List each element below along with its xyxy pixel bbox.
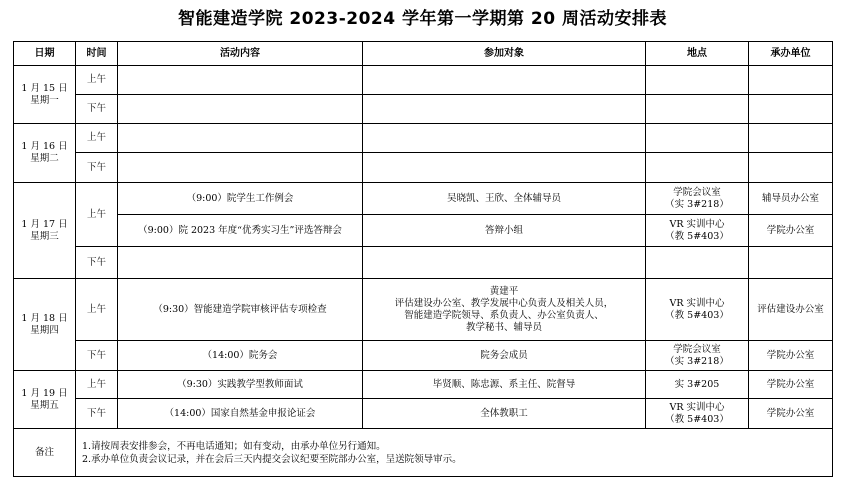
date-cell (14, 371, 76, 429)
time-cell: 下午 (76, 153, 118, 183)
date-text: 1 月 16 日 (21, 141, 68, 152)
time-cell: 上午 (76, 66, 118, 95)
participants-cell: 吴晓凯、王欣、全体辅导员 (363, 183, 646, 215)
participants-cell (363, 66, 646, 95)
notes-line: 2.承办单位负责会议记录，并在会后三天内提交会议纪要至院部办公室，呈送院领导审示。 (82, 453, 462, 465)
date-cell (14, 183, 76, 279)
time-cell: 下午 (76, 341, 118, 371)
table-row (14, 66, 833, 95)
content-cell (118, 153, 363, 183)
participants-cell (363, 279, 646, 341)
page-title: 智能建造学院 2023-2024 学年第一学期第 20 周活动安排表 (177, 9, 667, 29)
notes-label: 备注 (14, 429, 76, 477)
table-row (14, 183, 833, 215)
organizer-cell (749, 66, 833, 95)
participants-cell (363, 153, 646, 183)
location-line: 学院会议室 (673, 186, 721, 198)
content-cell: （9:30）实践教学型教师面试 (118, 371, 363, 399)
table-row (14, 247, 833, 279)
table-row (14, 124, 833, 153)
location-line: （实 3#218） (665, 355, 729, 367)
content-cell (118, 95, 363, 124)
participants-cell: 全体教职工 (363, 399, 646, 429)
time-cell: 下午 (76, 247, 118, 279)
weekday-text: 星期二 (30, 153, 59, 164)
header-content: 活动内容 (118, 42, 363, 66)
location-cell: 实 3#205 (646, 371, 749, 399)
location-cell (646, 341, 749, 371)
time-cell: 上午 (76, 371, 118, 399)
table-row (14, 95, 833, 124)
content-cell: （9:00）院学生工作例会 (118, 183, 363, 215)
content-cell: （14:00）国家自然基金申报论证会 (118, 399, 363, 429)
participants-cell: 毕贤顺、陈忠源、系主任、院督导 (363, 371, 646, 399)
participants-line: 评估建设办公室、教学发展中心负责人及相关人员， (394, 297, 614, 309)
location-line: 学院会议室 (673, 343, 721, 355)
weekday-text: 星期三 (30, 230, 59, 242)
location-line: VR 实训中心 (669, 297, 725, 309)
header-location: 地点 (646, 42, 749, 66)
location-line: VR 实训中心 (669, 401, 725, 413)
location-line: VR 实训中心 (669, 218, 725, 230)
organizer-cell: 学院办公室 (749, 371, 833, 399)
time-cell: 上午 (76, 183, 118, 247)
organizer-cell: 辅导员办公室 (749, 183, 833, 215)
date-text: 1 月 19 日 (21, 387, 68, 399)
location-cell (646, 66, 749, 95)
location-line: （教 5#403） (665, 309, 729, 321)
organizer-cell (749, 247, 833, 279)
table-row (14, 215, 833, 247)
header-participants: 参加对象 (363, 42, 646, 66)
notes-line: 1.请按周表安排参会，不再电话通知；如有变动，由承办单位另行通知。 (82, 440, 386, 452)
location-line: （教 5#403） (665, 230, 729, 242)
participants-line: 智能建造学院领导、系负责人、办公室负责人、 (404, 309, 604, 321)
location-cell (646, 399, 749, 429)
table-row (14, 341, 833, 371)
location-cell (646, 183, 749, 215)
organizer-cell (749, 124, 833, 153)
location-line: （教 5#403） (665, 413, 729, 425)
header-date: 日期 (14, 42, 76, 66)
location-line: （实 3#218） (665, 198, 729, 210)
organizer-cell (749, 95, 833, 124)
participants-cell (363, 124, 646, 153)
table-row (14, 279, 833, 341)
location-cell (646, 124, 749, 153)
date-text: 1 月 15 日 (21, 82, 68, 94)
location-cell (646, 215, 749, 247)
header-time: 时间 (76, 42, 118, 66)
weekday-text: 星期一 (30, 94, 59, 106)
table-row (14, 371, 833, 399)
notes-row (14, 429, 833, 477)
content-cell: （14:00）院务会 (118, 341, 363, 371)
table-row (14, 153, 833, 183)
location-cell (646, 95, 749, 124)
date-text: 1 月 17 日 (21, 218, 68, 230)
date-text: 1 月 18 日 (21, 312, 68, 324)
organizer-cell: 评估建设办公室 (749, 279, 833, 341)
time-cell: 下午 (76, 399, 118, 429)
time-cell: 下午 (76, 95, 118, 124)
content-cell (118, 124, 363, 153)
date-cell (14, 279, 76, 371)
content-cell (118, 66, 363, 95)
participants-cell (363, 247, 646, 279)
time-cell: 上午 (76, 279, 118, 341)
participants-cell (363, 95, 646, 124)
schedule-table (13, 41, 833, 477)
location-cell (646, 279, 749, 341)
location-cell (646, 153, 749, 183)
time-cell: 上午 (76, 124, 118, 153)
content-cell: （9:00）院 2023 年度“优秀实习生”评选答辩会 (118, 215, 363, 247)
organizer-cell: 学院办公室 (749, 215, 833, 247)
participants-cell: 院务会成员 (363, 341, 646, 371)
weekday-text: 星期四 (30, 324, 59, 336)
date-cell (14, 66, 76, 124)
notes-content (76, 429, 833, 477)
organizer-cell: 学院办公室 (749, 341, 833, 371)
table-row (14, 399, 833, 429)
location-cell (646, 247, 749, 279)
content-cell (118, 247, 363, 279)
weekday-text: 星期五 (30, 399, 59, 411)
content-cell: （9:30）智能建造学院审核评估专项检查 (118, 279, 363, 341)
header-organizer: 承办单位 (749, 42, 833, 66)
participants-line: 黄建平 (489, 285, 519, 297)
header-row (14, 42, 833, 66)
organizer-cell: 学院办公室 (749, 399, 833, 429)
organizer-cell (749, 153, 833, 183)
participants-cell: 答辩小组 (363, 215, 646, 247)
date-cell (14, 124, 76, 183)
participants-line: 教学秘书、辅导员 (465, 321, 542, 333)
